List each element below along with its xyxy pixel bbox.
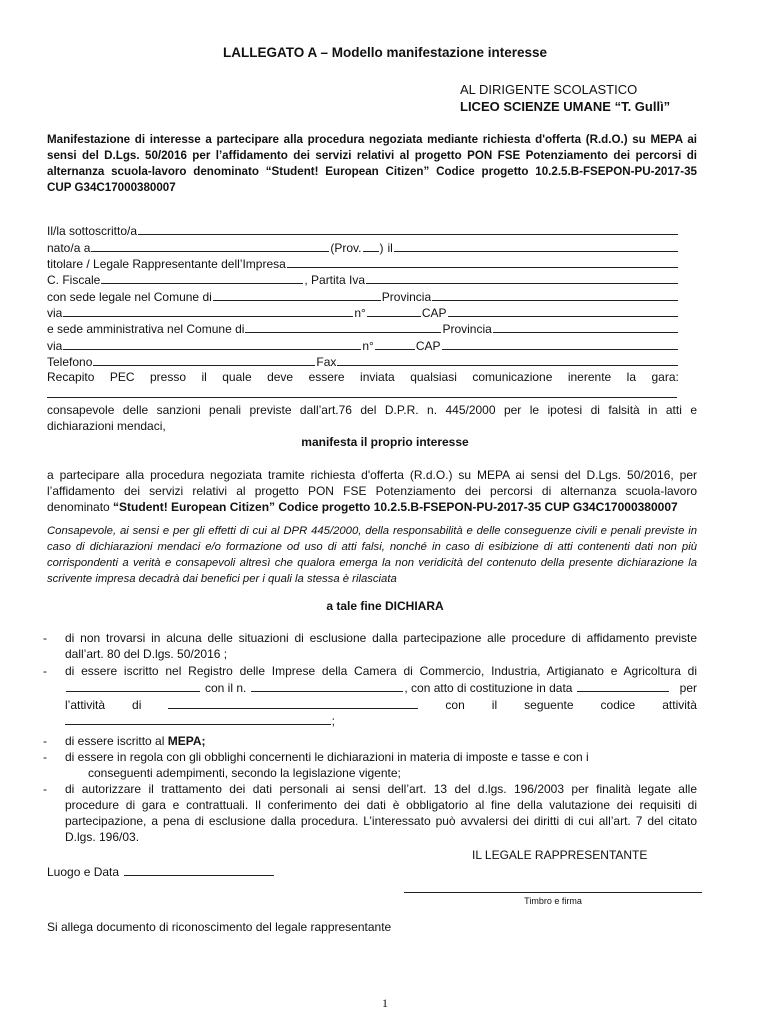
admin-zip-input-line[interactable] — [442, 338, 678, 350]
declaration-item: conseguenti adempimenti, secondo la legislazione vigente; — [88, 766, 401, 780]
disclaimer-line: Consapevole, ai sensi e per gli effetti di cui al DPR 445/2000, della responsabilità e delle conseguenze civili e penali previste in — [47, 525, 697, 537]
field-admin-seat — [47, 321, 679, 336]
bullet-dash: - — [43, 664, 47, 678]
participation-line — [47, 500, 678, 514]
declaration-item — [65, 734, 697, 748]
field-label: Il/la sottoscritto/a — [47, 224, 138, 238]
participation-prefix: denominato — [47, 500, 114, 514]
disclaimer-line: corrispondenti a verità e consapevoli altresì che qualora emerga la non veridicità del contenuto della presente dichiarazione la — [47, 557, 697, 569]
field-label: ; — [331, 714, 335, 728]
company-input-line[interactable] — [287, 256, 678, 268]
field-label: codice — [600, 698, 636, 712]
field-label: con — [445, 698, 465, 712]
pec-word: comunicazione — [472, 370, 553, 384]
vat-input-line[interactable] — [366, 272, 678, 284]
field-label: Luogo e Data — [47, 865, 120, 879]
pec-word: presso — [149, 370, 186, 384]
declaration-item: di essere iscritto nel Registro delle Imprese della Camera di Commercio, Industria, Artigianato e Agricoltura di — [65, 664, 697, 678]
field-contacts — [47, 354, 679, 369]
declaration-item: di autorizzare il trattamento dei dati personali ai sensi dell’art. 13 del d.lgs. 196/2003 per finalità legate alle — [65, 782, 697, 796]
field-label: C. Fiscale — [47, 273, 101, 287]
stamp-signature-label: Timbro e firma — [524, 896, 582, 906]
recipient-line-1: AL DIRIGENTE SCOLASTICO — [460, 82, 638, 97]
field-label: il — [387, 241, 393, 255]
activity-code-input-line[interactable] — [65, 713, 331, 725]
field-admin-address — [47, 338, 679, 353]
phone-input-line[interactable] — [93, 354, 315, 366]
field-label: l’attività — [65, 698, 106, 712]
registry-line — [65, 680, 697, 695]
declaration-item: dall’art. 80 del D.lgs. 50/2016 ; — [65, 647, 228, 661]
page-number: 1 — [382, 996, 388, 1010]
field-label: Provincia — [442, 322, 492, 336]
field-label: di — [132, 698, 142, 712]
admin-number-input-line[interactable] — [375, 338, 415, 350]
field-label: seguente — [524, 698, 574, 712]
declaration-item: procedure di gara e contrattuali. Il conferimento dei dati è obbligatorio al fine della valutazione dei requisiti di — [65, 798, 697, 812]
subject-line: alternanza scuola-lavoro denominato “Student! European Citizen” Codice progetto 10.2.5.B-FSEPON-PU-2017-35 — [47, 165, 697, 178]
participation-line: a partecipare alla procedura negoziata tramite richiesta d'offerta (R.d.O.) su MEPA ai sensi del D.Lgs. 50/2016, per — [47, 468, 697, 482]
project-code: “Student! European Citizen” Codice progetto 10.2.5.B-FSEPON-PU-2017-35 CUP G34C17000380007 — [113, 500, 678, 514]
activity-input-line[interactable] — [168, 697, 418, 709]
pec-word: qualsiasi — [410, 370, 457, 384]
field-label: nato/a a — [47, 241, 91, 255]
field-label: con sede legale nel Comune di — [47, 290, 212, 304]
field-label: via — [47, 306, 63, 320]
bullet-dash: - — [43, 734, 47, 748]
field-label: e sede amministrativa nel Comune di — [47, 322, 245, 336]
pec-word: deve — [267, 370, 294, 384]
disclaimer-line: scrivente impresa decadrà dai benefici per i quali la stessa è rilasciata — [47, 573, 397, 585]
field-undersigned — [47, 223, 679, 238]
field-label: attività — [662, 698, 697, 712]
recipient-line-2: LICEO SCIENZE UMANE “T. Gullì” — [460, 99, 671, 114]
pec-word: essere — [308, 370, 345, 384]
representative-label: IL LEGALE RAPPRESENTANTE — [472, 848, 648, 862]
field-label: n° — [354, 306, 366, 320]
field-label: CAP — [421, 306, 447, 320]
field-label: Provincia — [381, 290, 432, 304]
field-label: per — [679, 681, 697, 695]
field-tax — [47, 272, 679, 287]
legal-zip-input-line[interactable] — [448, 305, 678, 317]
field-label: , con atto di costituzione in data — [404, 681, 573, 695]
legal-street-input-line[interactable] — [63, 305, 353, 317]
registry-number-input-line[interactable] — [251, 680, 403, 692]
legal-municipality-input-line[interactable] — [213, 289, 381, 301]
admin-province-input-line[interactable] — [493, 321, 678, 333]
declaration-item: partecipazione, a pena di esclusione dalla procedura. L’interessato può avvalersi dei diritti di cui all’art. 7 del citato — [65, 814, 697, 828]
birthdate-input-line[interactable] — [394, 240, 678, 252]
declaration-item: D.lgs. 196/03. — [65, 830, 140, 844]
declares-heading: a tale fine DICHIARA — [326, 599, 444, 613]
legal-number-input-line[interactable] — [367, 305, 421, 317]
field-label: (Prov. — [330, 241, 362, 255]
field-label: n° — [362, 339, 374, 353]
pec-word: il — [201, 370, 207, 384]
subject-line: Manifestazione di interesse a partecipare alla procedura negoziata mediante richiesta d'offerta (R.d.O.) su MEPA ai — [47, 133, 697, 146]
bullet-dash: - — [43, 631, 47, 645]
field-holder — [47, 256, 679, 271]
declaration-item: di essere in regola con gli obblighi concernenti le dichiarazioni in materia di imposte e tasse e con i — [65, 750, 589, 764]
field-label: , Partita Iva — [304, 273, 366, 287]
signature-input-line[interactable] — [404, 881, 702, 893]
pec-line — [47, 370, 679, 384]
disclaimer-line: caso di dichiarazioni mendaci e/o formazione od uso di atti falsi, nonché in caso di esibizione di atti contenenti dati non più — [47, 541, 697, 553]
field-label: ) — [379, 241, 384, 255]
field-label: CAP — [415, 339, 441, 353]
interest-heading: manifesta il proprio interesse — [301, 435, 469, 449]
bullet-dash: - — [43, 750, 47, 764]
field-label: via — [47, 339, 63, 353]
legal-province-input-line[interactable] — [432, 289, 678, 301]
activity-code-line — [65, 713, 335, 728]
attachment-note: Si allega documento di riconoscimento del legale rappresentante — [47, 920, 392, 934]
tax-code-input-line[interactable] — [101, 272, 303, 284]
chamber-input-line[interactable] — [66, 680, 200, 692]
pec-word: PEC — [109, 370, 135, 384]
province-input-line[interactable] — [363, 240, 379, 252]
pec-word: la — [626, 370, 637, 384]
pec-word: gara: — [651, 370, 679, 384]
awareness-line: consapevole delle sanzioni penali previste dall’art.76 del D.P.R. n. 445/2000 per le ipotesi di falsità in atti e — [47, 403, 697, 417]
bullet-dash: - — [43, 782, 47, 796]
pec-word: inerente — [567, 370, 612, 384]
field-legal-seat — [47, 289, 679, 304]
place-date-field — [47, 864, 275, 879]
place-date-input-line[interactable] — [124, 864, 274, 876]
admin-street-input-line[interactable] — [63, 338, 361, 350]
birthplace-input-line[interactable] — [91, 240, 329, 252]
document-title: LALLEGATO A – Modello manifestazione interesse — [222, 45, 548, 60]
participation-line: l’affidamento dei servizi relativi al progetto PON FSE Potenziamento dei percorsi di alternanza scuola-lavoro — [47, 484, 697, 498]
field-label: il — [491, 698, 498, 712]
pec-input-line[interactable] — [47, 386, 677, 398]
subject-line: CUP G34C17000380007 — [47, 181, 176, 194]
subject-line: sensi del D.Lgs. 50/2016 per l’affidamento dei servizi relativi al progetto PON FSE Potenziamento dei percorsi di — [47, 149, 697, 162]
undersigned-input-line[interactable] — [138, 223, 678, 235]
field-legal-address — [47, 305, 679, 320]
field-birth — [47, 240, 679, 255]
field-label: con il n. — [205, 681, 247, 695]
field-label: Telefono — [47, 355, 93, 369]
pec-word: Recapito — [47, 370, 95, 384]
fax-input-line[interactable] — [337, 354, 678, 366]
incorporation-date-input-line[interactable] — [577, 680, 668, 692]
activity-line — [65, 697, 697, 712]
awareness-line: dichiarazioni mendaci, — [47, 419, 166, 433]
mepa-label: MEPA; — [167, 734, 206, 748]
declaration-text: di essere iscritto al — [65, 734, 168, 748]
field-label: titolare / Legale Rappresentante dell’Impresa — [47, 257, 286, 271]
pec-word: quale — [222, 370, 252, 384]
admin-municipality-input-line[interactable] — [245, 321, 441, 333]
field-label: Fax — [316, 355, 337, 369]
pec-word: inviata — [360, 370, 395, 384]
declaration-item: di non trovarsi in alcuna delle situazioni di esclusione dalla partecipazione alle procedure di affidamento previste — [65, 631, 697, 645]
